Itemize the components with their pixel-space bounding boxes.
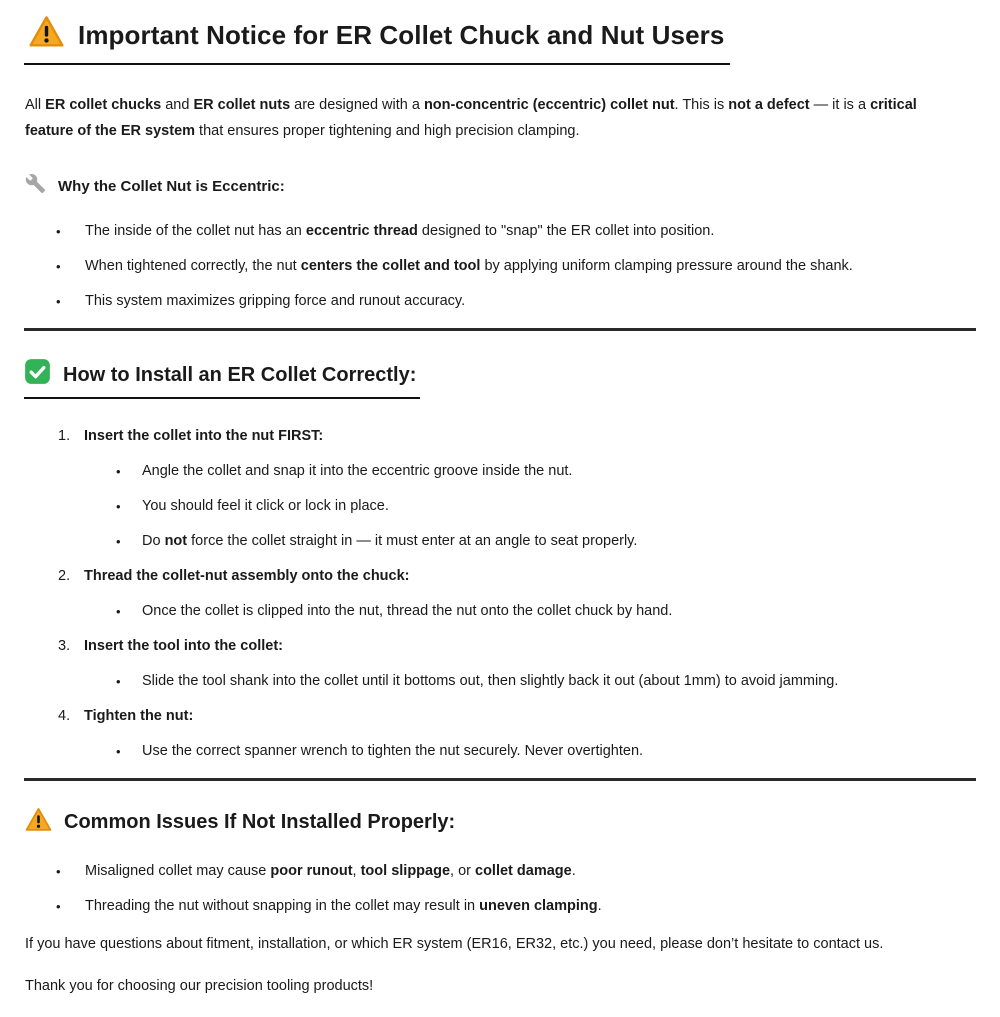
bullet-marker: • bbox=[56, 294, 61, 309]
list-item-text: Threading the nut without snapping in the collet may result in uneven clamping. bbox=[85, 898, 602, 914]
list-item-text: Once the collet is clipped into the nut, thread the nut onto the collet chuck by hand. bbox=[142, 603, 673, 619]
section-divider bbox=[24, 778, 976, 781]
list-item bbox=[116, 601, 976, 622]
issues-heading-text: Common Issues If Not Installed Properly: bbox=[64, 810, 456, 833]
step-item bbox=[58, 566, 976, 622]
bullet-marker: • bbox=[116, 534, 121, 549]
step-sub-list bbox=[116, 461, 976, 552]
list-item bbox=[116, 671, 976, 692]
page-title-text: Important Notice for ER Collet Chuck and Nut Users bbox=[78, 20, 725, 50]
warning-icon bbox=[28, 15, 65, 56]
step-item bbox=[58, 706, 976, 762]
step-number: 2. bbox=[58, 568, 71, 584]
step-number: 1. bbox=[58, 428, 71, 444]
step-title bbox=[58, 426, 976, 447]
list-item-text: Use the correct spanner wrench to tighten the nut securely. Never overtighten. bbox=[142, 743, 644, 759]
list-item-text: You should feel it click or lock in place. bbox=[142, 498, 389, 514]
bullet-marker: • bbox=[56, 224, 61, 239]
why-section-heading bbox=[25, 173, 976, 199]
warning-icon bbox=[25, 807, 52, 837]
bullet-marker: • bbox=[116, 604, 121, 619]
list-item-text: Angle the collet and snap it into the eccentric groove inside the nut. bbox=[142, 463, 573, 479]
install-section-heading bbox=[24, 358, 420, 399]
list-item bbox=[116, 461, 976, 482]
bullet-marker: • bbox=[56, 899, 61, 914]
list-item bbox=[56, 861, 976, 882]
list-item bbox=[116, 741, 976, 762]
list-item-text: The inside of the collet nut has an eccentric thread designed to "snap" the ER collet into position. bbox=[85, 223, 715, 239]
step-sub-list bbox=[116, 601, 976, 622]
bullet-marker: • bbox=[116, 499, 121, 514]
step-title bbox=[58, 636, 976, 657]
list-item bbox=[56, 291, 976, 312]
why-heading-text: Why the Collet Nut is Eccentric: bbox=[58, 177, 285, 195]
list-item-text: This system maximizes gripping force and runout accuracy. bbox=[85, 293, 466, 309]
step-sub-list bbox=[116, 671, 976, 692]
step-title-text: Thread the collet-nut assembly onto the chuck: bbox=[84, 568, 410, 584]
thank-you-paragraph: Thank you for choosing our precision tooling products! bbox=[25, 978, 374, 994]
check-icon bbox=[24, 358, 51, 392]
bullet-marker: • bbox=[116, 674, 121, 689]
step-number: 3. bbox=[58, 638, 71, 654]
list-item bbox=[56, 896, 976, 917]
list-item bbox=[56, 256, 976, 277]
step-sub-list bbox=[116, 741, 976, 762]
list-item-text: Misaligned collet may cause poor runout, tool slippage, or collet damage. bbox=[85, 863, 576, 879]
step-title-text: Insert the tool into the collet: bbox=[84, 638, 283, 654]
step-title-text: Tighten the nut: bbox=[84, 708, 194, 724]
step-title bbox=[58, 706, 976, 727]
install-heading-text: How to Install an ER Collet Correctly: bbox=[63, 363, 417, 386]
step-number: 4. bbox=[58, 708, 71, 724]
bullet-marker: • bbox=[116, 744, 121, 759]
list-item bbox=[116, 531, 976, 552]
contact-paragraph: If you have questions about fitment, installation, or which ER system (ER16, ER32, etc.) you need, please don’t hesitate to contact us. bbox=[25, 936, 884, 952]
intro-paragraph: All ER collet chucks and ER collet nuts are designed with a non-concentric (eccentric) collet nut. This is not a defect — it is a critical feature of the ER system that ensures proper tightening and high precision clamping. bbox=[25, 97, 917, 139]
section-divider bbox=[24, 328, 976, 331]
why-bullet-list bbox=[24, 221, 976, 312]
step-item bbox=[58, 636, 976, 692]
step-title-text: Insert the collet into the nut FIRST: bbox=[84, 428, 324, 444]
issues-bullet-list bbox=[24, 861, 976, 917]
bullet-marker: • bbox=[116, 464, 121, 479]
list-item bbox=[116, 496, 976, 517]
step-title bbox=[58, 566, 976, 587]
bullet-marker: • bbox=[56, 864, 61, 879]
step-item bbox=[58, 426, 976, 552]
list-item-text: Slide the tool shank into the collet until it bottoms out, then slightly back it out (about 1mm) to avoid jamming. bbox=[142, 673, 839, 689]
wrench-icon bbox=[25, 173, 46, 199]
page-title bbox=[24, 12, 730, 65]
install-steps-list bbox=[24, 426, 976, 762]
bullet-marker: • bbox=[56, 259, 61, 274]
issues-section-heading bbox=[25, 807, 455, 837]
list-item bbox=[56, 221, 976, 242]
list-item-text: When tightened correctly, the nut centers the collet and tool by applying uniform clamping pressure around the shank. bbox=[85, 258, 853, 274]
list-item-text: Do not force the collet straight in — it must enter at an angle to seat properly. bbox=[142, 533, 638, 549]
